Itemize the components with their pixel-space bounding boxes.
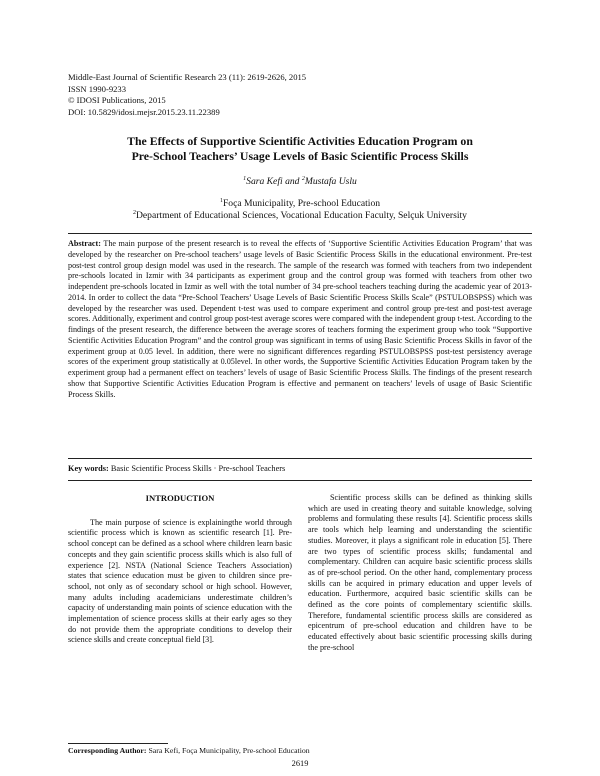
introduction-heading: INTRODUCTION: [145, 493, 215, 503]
paper-title: [60, 134, 540, 164]
author-1: Sara Kefi: [246, 176, 283, 187]
affiliation-1-mark: 1: [219, 197, 223, 204]
left-column: [68, 493, 292, 646]
affiliation-2-mark: 2: [133, 209, 136, 216]
abstract-bottom-rule: [68, 458, 532, 459]
keywords-label: Key words:: [68, 464, 109, 473]
title-line-2: Pre-School Teachers’ Usage Levels of Basic Scientific Process Skills: [131, 149, 469, 163]
author-list: [60, 176, 540, 187]
intro-paragraph-2: Scientific process skills can be defined as thinking skills which are used in creating theory and suitable knowledge, solving problems and formulating these results [4]. Scientific process skills are tools which help learning and understanding the scientific studies. Moreover, it plays a significant role in education [5]. There are two types of scientific process skills; fundamental and complementary. Children can acquire basic scientific process skills as of pre-school period. On the other hand, complementary process skills can be acquired in primary education and upper levels of education. Furthermore, acquired basic scientific skills can be defined as the core points of complementary scientific skills. Therefore, fundamental scientific process skills are considered as epicentrum of pre-school education and children have to be educated effectively about basic scientific processing skills during the pre-school: [308, 493, 532, 652]
abstract-label: Abstract:: [68, 239, 101, 248]
journal-meta: [68, 72, 306, 118]
corresponding-label: Corresponding Author:: [68, 746, 147, 755]
affiliation-1-text: Foça Municipality, Pre-school Education: [222, 198, 381, 209]
corresponding-author: [68, 746, 310, 755]
intro-paragraph-1: The main purpose of science is explainingthe world through scientific process which is known as scientific research [1]. Pre-school concept can be defined as a school where children learn basic concepts and they gain scientific process skills which is also full of experience [2]. NSTA (National Science Teachers Association) states that science education must be given to children since pre-school, not only as of secondary school or high school. However, many adults including academicians underestimate children’s capacity of understanding main points of science education with the implementation of science process skills at their early ages so they do not provide them the appropriate conditions to develop their science skills and create conceptual field [3].: [68, 517, 292, 645]
abstract-text: The main purpose of the present research is to reveal the effects of ‘Supportive Scientific Activities Education Program’ that was developed by the researcher on Pre-school teachers’ usage levels of Basic Scientific Process Skills in the educational environment. Pre-test post-test control group design model was used in the research. The sample of the research was formed with teachers from two independent pre-schools located in Izmir with 34 participants as experiment group and the control group was formed with teachers from other two independent pre-schools located in Izmir as well with the total number of 34 pre-school teachers teaching during the academic year of 2013-2014. In order to collect the data “Pre-School Teachers’ Usage Levels of Basic Scientific Process Skills Scale” (PSTULOBSPSS) which was developed by the researcher was used. Dependent t-test was used to compare experiment and control group pre-test and post-test average scores. Additionally, experiment and control group post-test average scores were compared with the independent group t-test. According to the findings of the present research, the difference between the average scores of teachers forming the experiment group who took “Supportive Scientific Activities Education Program” and the control group was significant in terms of using Basic Scientific Process Skills in favor of the experiment group at 0.05 level. In addition, there were no significant differences regarding PSTULOBSPSS post-test persistency average scores of the experiment group statistically at 0.05level. In other words, the Supportive Scientific Activities Education Program taken by the experiment group had a permanent effect on teachers’ levels of usage of Basic Scientific Process Skills. The findings of the present research show that Supportive Scientific Activities Education Program is effective and permanent on teachers’ levels of usage of Basic Scientific Process Skills.: [68, 239, 532, 399]
footnote-rule: [68, 743, 168, 744]
journal-citation: Middle-East Journal of Scientific Research 23 (11): 2619-2626, 2015: [68, 72, 307, 82]
issn: ISSN 1990-9233: [68, 83, 127, 94]
abstract-top-rule: [68, 233, 532, 234]
abstract: [68, 239, 532, 400]
author2-affiliation-mark: 2: [301, 175, 305, 182]
affiliation-2-text: Department of Educational Sciences, Vocational Education Faculty, Selçuk University: [136, 210, 467, 221]
keywords-bottom-rule: [68, 480, 532, 481]
title-line-1: The Effects of Supportive Scientific Activities Education Program on: [127, 134, 473, 148]
corresponding-text: Sara Kefi, Foça Municipality, Pre-school Education: [148, 746, 310, 755]
author1-affiliation-mark: 1: [243, 175, 247, 182]
page-number: 2619: [291, 759, 309, 768]
affiliation-2: [60, 210, 540, 222]
author-connector: and: [285, 176, 300, 187]
affiliation-1: [60, 198, 540, 210]
author-2: Mustafa Uslu: [304, 176, 357, 187]
copyright: © IDOSI Publications, 2015: [68, 95, 166, 106]
doi: DOI: 10.5829/idosi.mejsr.2015.23.11.22389: [68, 106, 220, 117]
keywords-text: Basic Scientific Process Skills · Pre-school Teachers: [110, 464, 286, 473]
keywords: [68, 464, 532, 474]
right-column: [308, 493, 532, 654]
